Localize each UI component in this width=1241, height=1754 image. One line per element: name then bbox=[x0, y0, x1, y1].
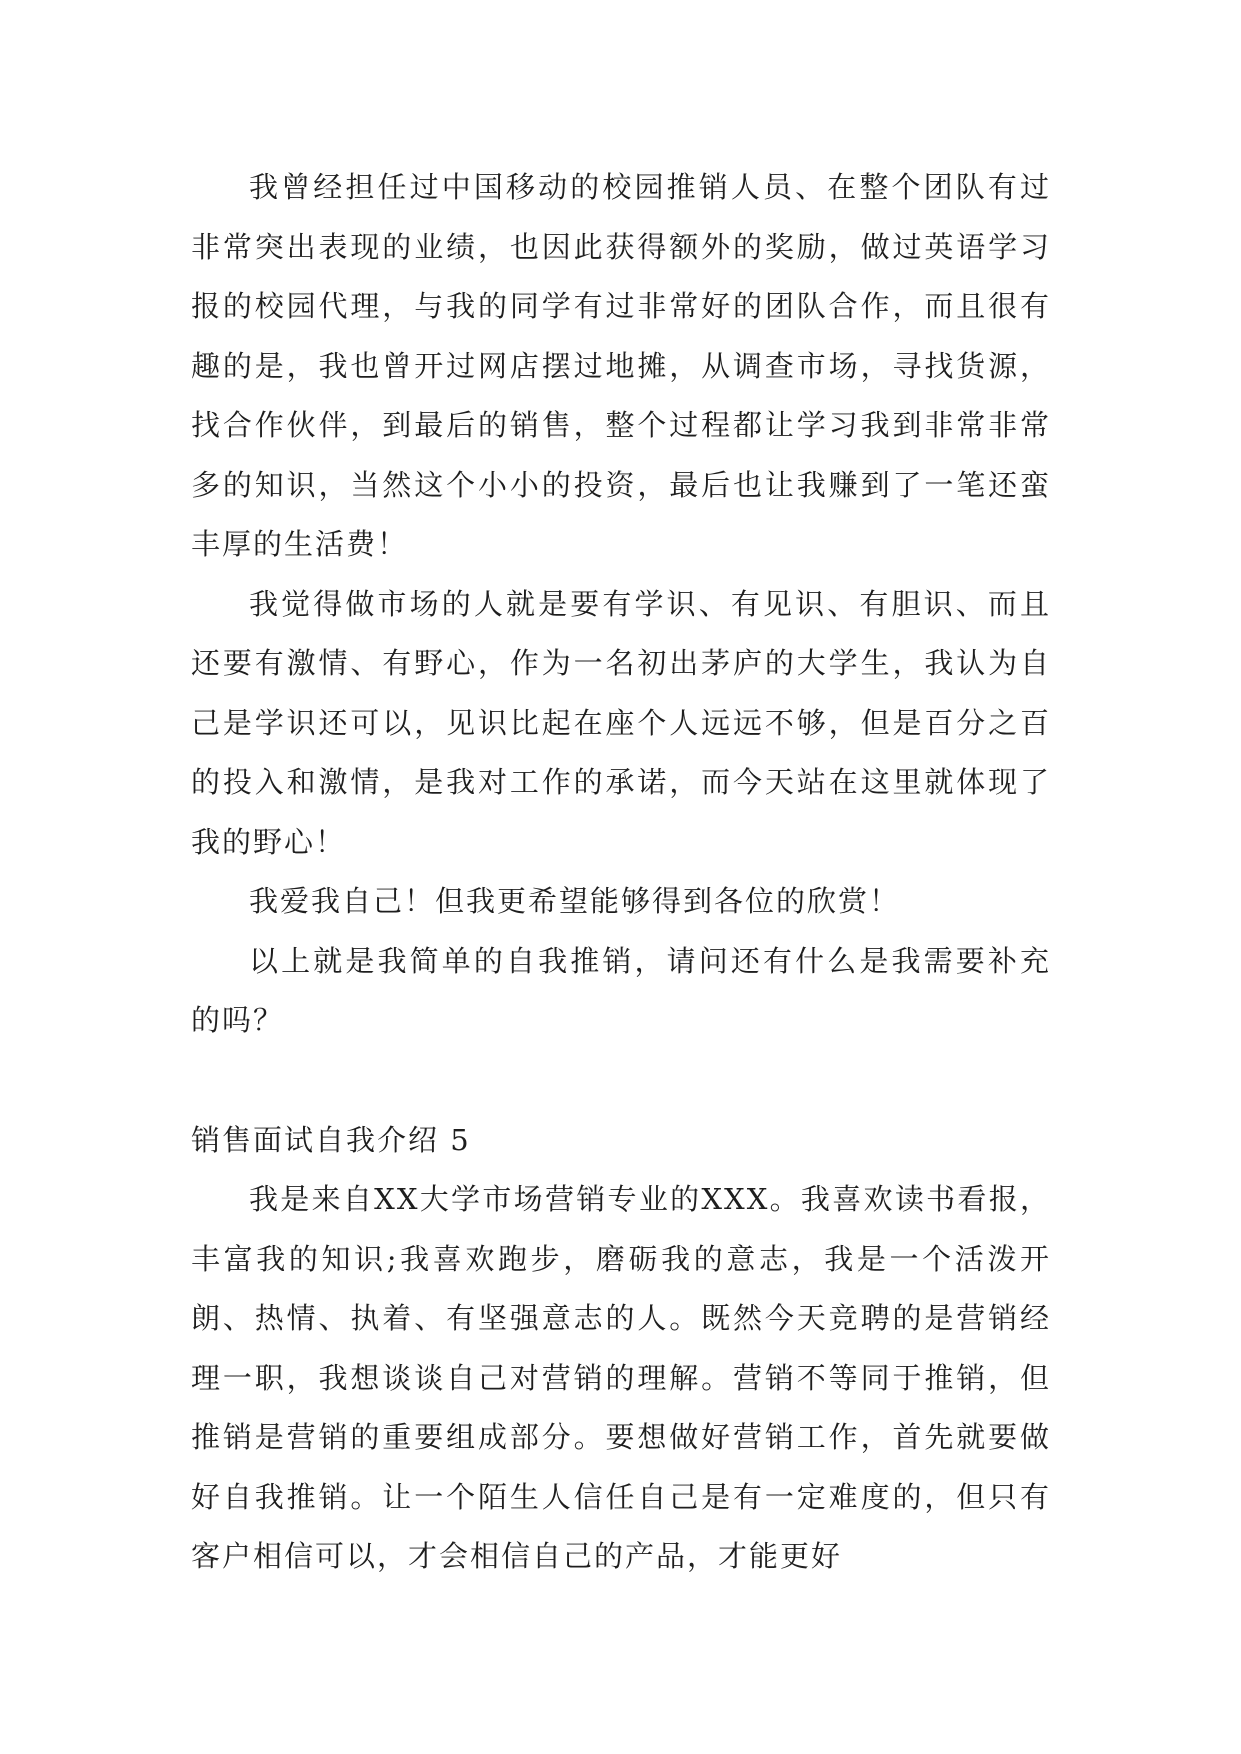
paragraph-introduction: 我是来自XX大学市场营销专业的XXX。我喜欢读书看报，丰富我的知识;我喜欢跑步，磨砺我的意志，我是一个活泼开朗、热情、执着、有坚强意志的人。既然今天竞聘的是营销经理一职，我想谈谈自己对营销的理解。营销不等同于推销，但推销是营销的重要组成部分。要想做好营销工作，首先就要做好自我推销。让一个陌生人信任自己是有一定难度的，但只有客户相信可以，才会相信自己的产品，才能更好 bbox=[191, 1182, 1051, 1573]
document-body bbox=[191, 158, 1051, 1587]
paragraph-campus-sales-experience: 我曾经担任过中国移动的校园推销人员、在整个团队有过非常突出表现的业绩，也因此获得额外的奖励，做过英语学习报的校园代理，与我的同学有过非常好的团队合作，而且很有趣的是，我也曾开过网店摆过地摊，从调查市场，寻找货源，找合作伙伴，到最后的销售，整个过程都让学习我到非常非常多的知识，当然这个小小的投资，最后也让我赚到了一笔还蛮丰厚的生活费！ bbox=[191, 170, 1051, 561]
section-heading: 销售面试自我介绍 5 bbox=[191, 1122, 471, 1157]
paragraph-market-qualities: 我觉得做市场的人就是要有学识、有见识、有胆识、而且还要有激情、有野心，作为一名初出茅庐的大学生，我认为自己是学识还可以，见识比起在座个人远远不够，但是百分之百的投入和激情，是我对工作的承诺，而今天站在这里就体现了我的野心！ bbox=[191, 586, 1051, 859]
paragraph-closing-question: 以上就是我简单的自我推销，请问还有什么是我需要补充的吗？ bbox=[191, 943, 1051, 1037]
paragraph-self-love: 我爱我自己！但我更希望能够得到各位的欣赏！ bbox=[249, 884, 901, 918]
